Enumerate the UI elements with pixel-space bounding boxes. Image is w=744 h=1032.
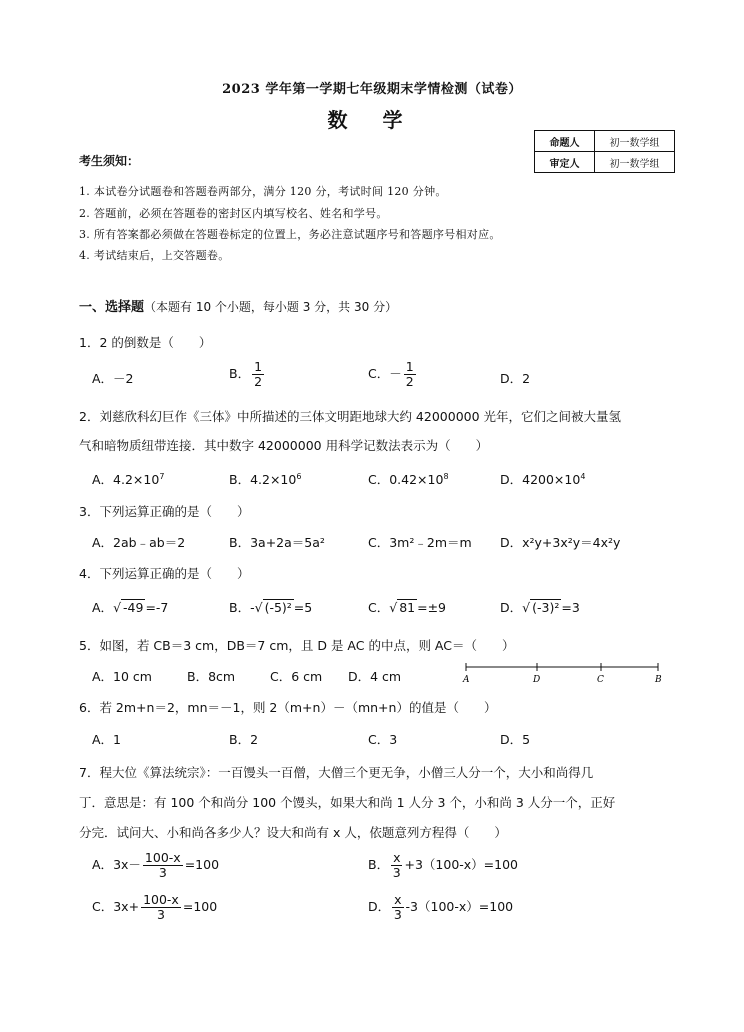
q7-option-d: D． $\frac{x}{3}$ -3（100-x）=100 bbox=[368, 892, 514, 922]
q2-line2: 气和暗物质纽带连接．其中数字 42000000 用科学记数法表示为（ ） bbox=[79, 438, 489, 453]
q2-option-d: D．$4200\times 10^4$ bbox=[500, 471, 586, 487]
q4-option-d: D．√ (-3)² =3 bbox=[500, 600, 580, 615]
q3-stem: 3．下列运算正确的是（ ） bbox=[79, 504, 250, 519]
q1-option-b: B． $\frac{1}{2}$ bbox=[229, 359, 263, 389]
q3-option-b: B．3a+2a＝5a² bbox=[229, 535, 325, 550]
q4-option-a: A．√ -49 =-7 bbox=[92, 600, 169, 615]
meta-value-proposer: 初一数学组 bbox=[595, 131, 675, 152]
q6-option-c: C．3 bbox=[368, 732, 398, 747]
q6-stem: 6．若 2m+n＝2，mn＝－1，则 2（m+n）－（mn+n）的值是（ ） bbox=[79, 700, 497, 715]
notice-item-3: 3. 所有答案都必须做在答题卷标定的位置上，务必注意试题序号和答题序号相对应。 bbox=[79, 228, 501, 241]
point-d: D bbox=[533, 675, 541, 684]
q5-option-c: C．6 cm bbox=[270, 669, 323, 684]
q3-option-d: D．x²y+3x²y＝4x²y bbox=[500, 535, 621, 550]
meta-value-reviewer: 初一数学组 bbox=[595, 152, 675, 173]
q5-option-d: D．4 cm bbox=[348, 669, 402, 684]
notice-item-1: 1. 本试卷分试题卷和答题卷两部分，满分 120 分，考试时间 120 分钟。 bbox=[79, 185, 447, 198]
q3-option-a: A．2ab﹣ab＝2 bbox=[92, 535, 186, 550]
point-c: C bbox=[597, 675, 604, 684]
q6-option-d: D．5 bbox=[500, 732, 531, 747]
notice-item-4: 4. 考试结束后，上交答题卷。 bbox=[79, 249, 230, 262]
point-b: B bbox=[655, 675, 662, 684]
meta-key-reviewer: 审定人 bbox=[535, 152, 595, 173]
q5-stem: 5．如图，若 CB＝3 cm，DB＝7 cm，且 D 是 AC 的中点，则 AC＝（ ） bbox=[79, 638, 515, 653]
notice-heading: 考生须知： bbox=[79, 154, 140, 168]
q7-line1: 7．程大位《算法统宗》：一百馒头一百僧，大僧三个更无争，小僧三人分一个，大小和尚得几 bbox=[79, 765, 594, 780]
q1-option-a: A．－2 bbox=[92, 371, 134, 386]
q6-option-a: A．1 bbox=[92, 732, 122, 747]
q1-option-c: C．－ $\frac{1}{2}$ bbox=[368, 359, 414, 389]
q4-option-b: B．-√ (-5)² =5 bbox=[229, 600, 313, 615]
meta-key-proposer: 命题人 bbox=[535, 131, 595, 152]
q7-line2: 丁．意思是：有 100 个和尚分 100 个馒头，如果大和尚 1 人分 3 个，小和尚 3 人分一个，正好 bbox=[79, 795, 616, 810]
author-table bbox=[534, 130, 675, 173]
q1-stem: 1．2 的倒数是（ ） bbox=[79, 335, 212, 350]
q3-option-c: C．3m²﹣2m＝m bbox=[368, 535, 472, 550]
q7-option-a: A．3x－ $\frac{100-x}{3}$ =100 bbox=[92, 850, 220, 880]
exam-title: 2023 学年第一学期七年级期末学情检测（试卷） bbox=[222, 82, 522, 97]
q2-option-c: C．$0.42\times 10^8$ bbox=[368, 471, 449, 487]
q6-option-b: B．2 bbox=[229, 732, 259, 747]
section-desc: （本题有 10 个小题，每小题 3 分，共 30 分） bbox=[144, 300, 398, 314]
q2-option-a: A．$4.2\times 10^7$ bbox=[92, 471, 165, 487]
q4-option-c: C．√ 81 =±9 bbox=[368, 600, 447, 615]
q2-option-b: B．$4.2\times 10^6$ bbox=[229, 471, 302, 487]
q1-option-d: D．2 bbox=[500, 371, 531, 386]
point-a: A bbox=[463, 675, 470, 684]
q7-line3: 分完．试问大、小和尚各多少人？设大和尚有 x 人，依题意列方程得（ ） bbox=[79, 825, 507, 840]
q2-line1: 2．刘慈欣科幻巨作《三体》中所描述的三体文明距地球大约 42000000 光年，它们之间被大量氢 bbox=[79, 409, 622, 424]
subject-title: 数 学 bbox=[327, 108, 417, 132]
notice-item-2: 2. 答题前，必须在答题卷的密封区内填写校名、姓名和学号。 bbox=[79, 207, 388, 220]
section-title: 一、选择题 bbox=[79, 300, 145, 315]
q5-segment-figure bbox=[458, 658, 668, 684]
q5-option-a: A．10 cm bbox=[92, 669, 152, 684]
q5-option-b: B．8cm bbox=[187, 669, 236, 684]
q4-stem: 4．下列运算正确的是（ ） bbox=[79, 566, 250, 581]
q7-option-b: B． $\frac{x}{3}$ +3（100-x）=100 bbox=[368, 850, 519, 880]
section-heading bbox=[79, 296, 397, 315]
q7-option-c: C．3x+ $\frac{100-x}{3}$ =100 bbox=[92, 892, 218, 922]
